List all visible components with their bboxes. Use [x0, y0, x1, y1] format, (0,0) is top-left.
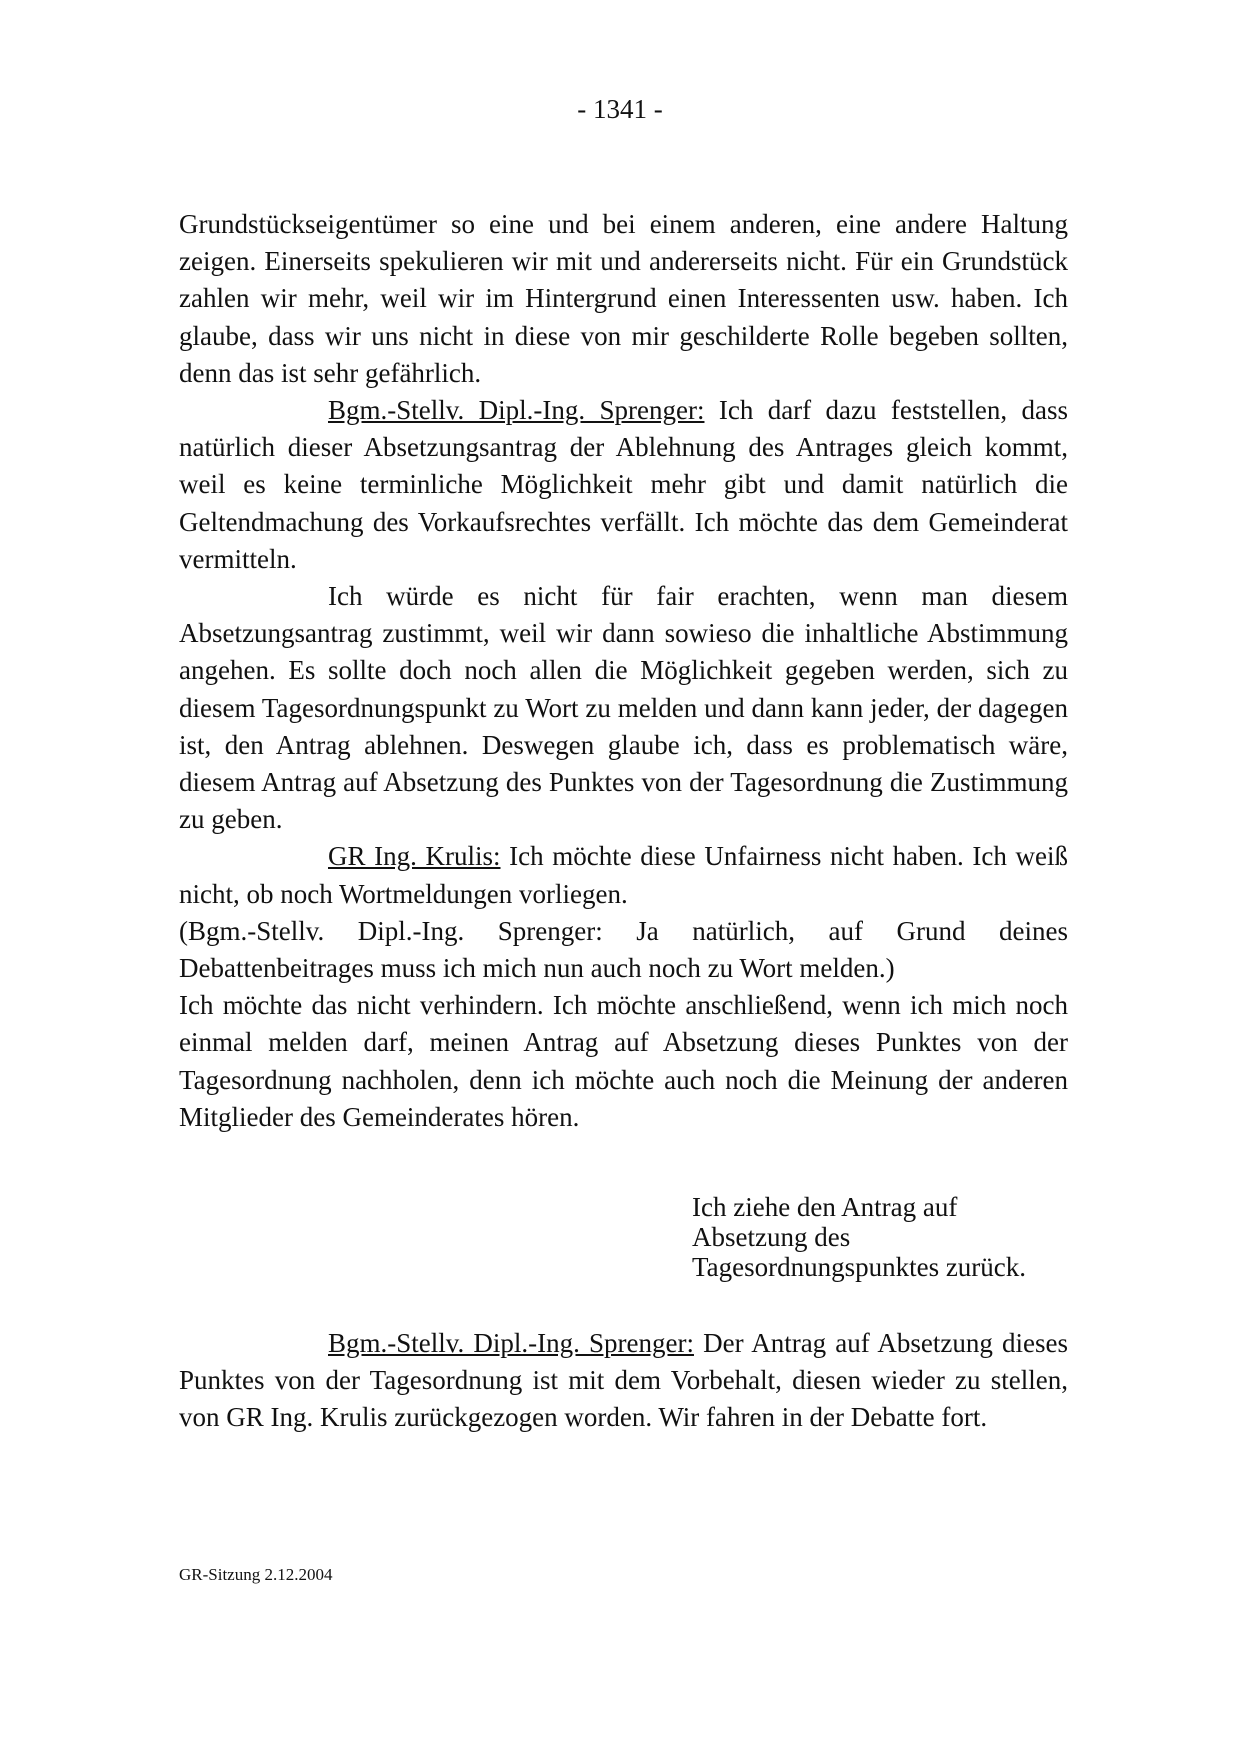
- paragraph-5: (Bgm.-Stellv. Dipl.-Ing. Sprenger: Ja natürlich, auf Grund deines Debattenbeitrages muss ich mich nun auch noch zu Wort melden.): [179, 915, 1068, 984]
- paragraph-4: [179, 838, 1068, 912]
- side-note: Ich ziehe den Antrag auf Absetzung des Tagesordnungspunktes zurück.: [692, 1192, 1027, 1282]
- paragraph-2: [179, 392, 1068, 578]
- paragraph-2-text: Ich darf dazu feststellen, dass natürlich dieser Absetzungsantrag der Ablehnung des Antrages gleich kommt, weil es keine terminliche Möglichkeit mehr gibt und damit natürlich die Geltendmachung des Vorkaufsrechtes verfällt. Ich möchte das dem Gemeinderat vermitteln.: [179, 395, 1068, 574]
- closing-paragraph: [179, 1325, 1068, 1437]
- paragraph-closing: [179, 1325, 1068, 1437]
- speaker-sprenger: Bgm.-Stellv. Dipl.-Ing. Sprenger:: [328, 395, 705, 426]
- page-number: - 1341 -: [577, 94, 663, 124]
- paragraph-1: Grundstückseigentümer so eine und bei einem anderen, eine andere Haltung zeigen. Einerseits spekulieren wir mit und andererseits nicht. Für ein Grundstück zahlen wir mehr, weil wir im Hintergrund einen Interessenten usw. haben. Ich glaube, dass wir uns nicht in diese von mir geschilderte Rolle begeben sollten, denn das ist sehr gefährlich.: [179, 209, 1068, 388]
- document-body: [179, 206, 1068, 1136]
- paragraph-4-text: Ich möchte diese Unfairness nicht haben. Ich weiß nicht, ob noch Wortmeldungen vorliegen.: [179, 841, 1069, 909]
- paragraph-3: Ich würde es nicht für fair erachten, wenn man diesem Absetzungsantrag zustimmt, weil wir dann sowieso die inhaltliche Abstimmung angehen. Es sollte doch noch allen die Möglichkeit gegeben werden, sich zu diesem Tagesordnungspunkt zu Wort zu melden und dann kann jeder, der dagegen ist, den Antrag ablehnen. Deswegen glaube ich, dass es problematisch wäre, diesem Antrag auf Absetzung des Punktes von der Tagesordnung die Zustimmung zu geben.: [179, 581, 1068, 835]
- closing-text: Der Antrag auf Absetzung dieses Punktes von der Tagesordnung ist mit dem Vorbehalt, diesen wieder zu stellen, von GR Ing. Krulis zurückgezogen worden. Wir fahren in der Debatte fort.: [179, 1328, 1068, 1433]
- footer: GR-Sitzung 2.12.2004: [179, 1565, 333, 1584]
- speaker-krulis: GR Ing. Krulis:: [328, 841, 501, 872]
- speaker-sprenger-closing: Bgm.-Stellv. Dipl.-Ing. Sprenger:: [328, 1328, 694, 1358]
- paragraph-6: Ich möchte das nicht verhindern. Ich möchte anschließend, wenn ich mich noch einmal melden darf, meinen Antrag auf Absetzung dieses Punktes von der Tagesordnung nachholen, denn ich möchte auch noch die Meinung der anderen Mitglieder des Gemeinderates hören.: [179, 990, 1068, 1132]
